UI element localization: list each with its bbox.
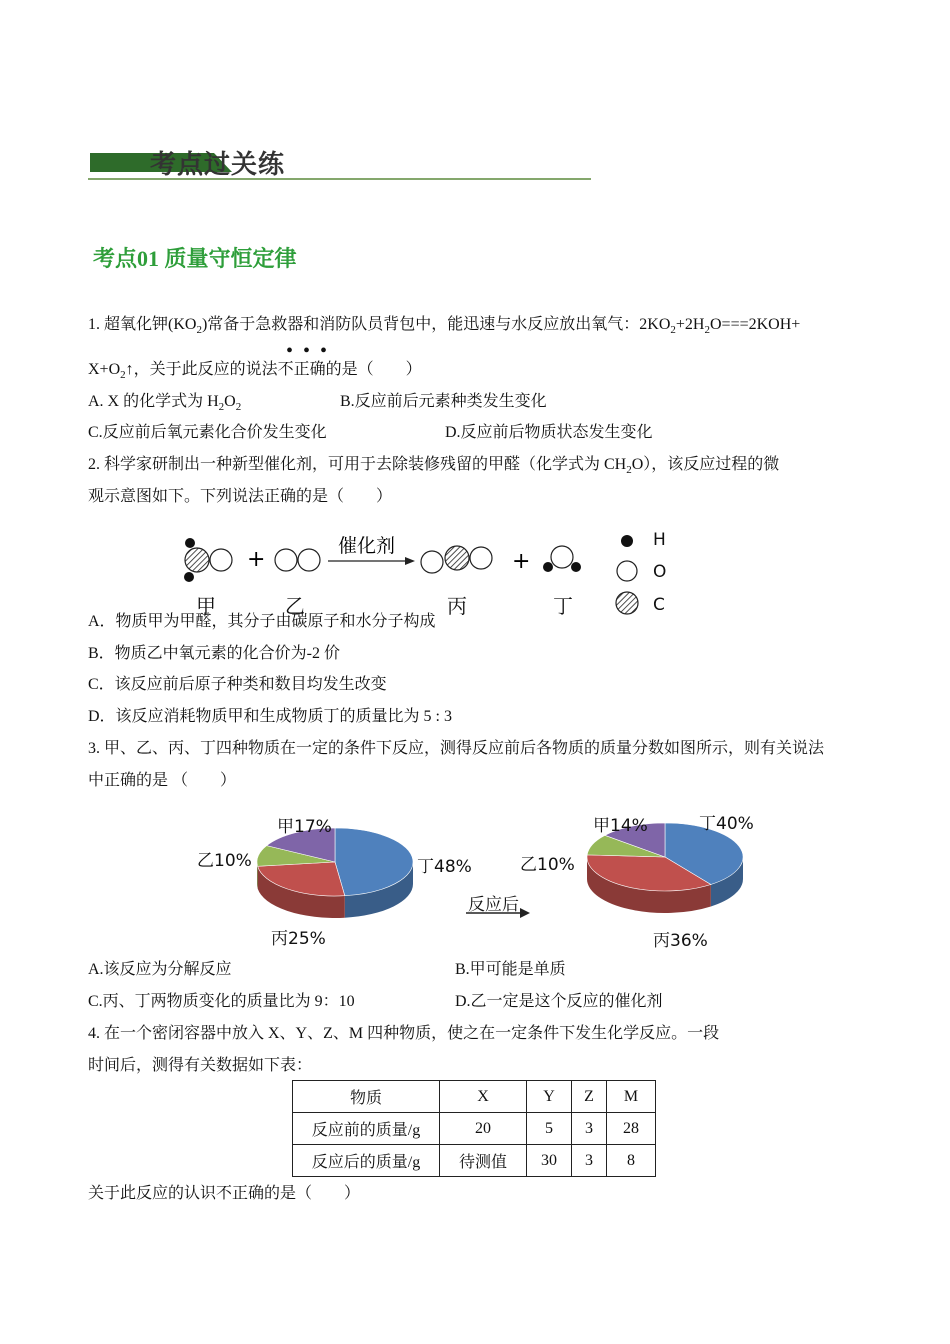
q4-stem-line1: 4. 在一个密闭容器中放入 X、Y、Z、M 四种物质，使之在一定条件下发生化学反应。一段	[88, 1025, 720, 1042]
table-row	[293, 1113, 656, 1145]
table-row	[293, 1145, 656, 1177]
table-cell: 待测值	[440, 1145, 527, 1177]
label-bing: 丙	[447, 594, 467, 618]
legend-o-label: O	[653, 562, 667, 582]
q1-option-c: C.反应前后氧元素化合价发生变化	[88, 424, 327, 441]
pie1-label-bing: 丙25%	[271, 929, 326, 949]
q3-stem-line2: 中正确的是 （ ）	[88, 772, 237, 789]
plus-sign-1: +	[247, 547, 266, 572]
q2-option-c: C．该反应前后原子种类和数目均发生改变	[88, 676, 387, 693]
table-cell: 5	[527, 1113, 572, 1145]
q4-stem-line2: 时间后，测得有关数据如下表：	[88, 1057, 313, 1074]
table-header-cell: Z	[572, 1081, 607, 1113]
molecule-jia	[184, 538, 232, 582]
table-cell: 30	[527, 1145, 572, 1177]
q4-data-table	[292, 1080, 656, 1177]
legend-c-label: C	[653, 595, 665, 615]
molecule-yi	[275, 549, 320, 571]
q3-option-d: D.乙一定是这个反应的催化剂	[455, 993, 663, 1010]
molecule-ding	[543, 546, 581, 572]
q3-stem-line1: 3. 甲、乙、丙、丁四种物质在一定的条件下反应，测得反应前后各物质的质量分数如图所示，则有关说法	[88, 740, 825, 757]
table-cell: 8	[607, 1145, 656, 1177]
q2-option-b: B．物质乙中氧元素的化合价为-2 价	[88, 645, 341, 662]
pie2-label-bing: 丙36%	[653, 931, 708, 951]
q2-stem-line1: 2. 科学家研制出一种新型催化剂，可用于去除装修残留的甲醛（化学式为 $CH_2O$），该反应过程的微	[88, 456, 780, 477]
pie1-label-jia: 甲17%	[277, 817, 332, 837]
plus-sign-2: +	[512, 549, 531, 574]
q1-option-b: B.反应前后元素种类发生变化	[340, 393, 547, 410]
q1-option-a: A. X 的化学式为 $H_2O_2$	[88, 393, 242, 414]
q3-option-a: A.该反应为分解反应	[88, 961, 232, 978]
label-ding: 丁	[553, 594, 573, 618]
pie1-label-ding: 丁48%	[417, 857, 472, 877]
banner-title: 考点过关练	[150, 150, 286, 179]
table-header-cell: 物质	[293, 1081, 440, 1113]
pie2-label-yi: 乙10%	[520, 855, 575, 875]
molecule-diagram	[170, 525, 690, 625]
table-header-row	[293, 1081, 656, 1113]
q2-option-d: D．该反应消耗物质甲和生成物质丁的质量比为 5 : 3	[88, 708, 453, 725]
q1-stem-line1: 1. 超氧化钾$(KO_2)$常备于急救器和消防队员背包中，能迅速与水反应放出氧气：$2KO_2+2H_2O===2KOH+$	[88, 316, 801, 337]
legend-h-label: H	[653, 530, 666, 550]
arrow-label-after: 反应后	[468, 895, 519, 915]
pie2-label-jia: 甲14%	[593, 816, 648, 836]
section-title: 考点01 质量守恒定律	[93, 246, 297, 271]
table-cell: 28	[607, 1113, 656, 1145]
molecule-bing	[421, 546, 492, 573]
table-header-cell: X	[440, 1081, 527, 1113]
pie-chart-before	[250, 820, 420, 930]
label-yi: 乙	[285, 594, 305, 618]
pie2-label-ding: 丁40%	[699, 814, 754, 834]
table-header-cell: Y	[527, 1081, 572, 1113]
legend-o-atom	[617, 561, 637, 581]
table-cell: 反应前的质量/g	[293, 1113, 440, 1145]
q2-stem-line2: 观示意图如下。下列说法正确的是（ ）	[88, 488, 393, 505]
emphasis-dots: •••	[286, 340, 338, 362]
pie1-label-yi: 乙10%	[197, 851, 252, 871]
table-cell: 20	[440, 1113, 527, 1145]
q1-option-d: D.反应前后物质状态发生变化	[445, 424, 653, 441]
table-header-cell: M	[607, 1081, 656, 1113]
after-arrow	[464, 906, 532, 920]
q2-option-a: A．物质甲为甲醛，其分子由碳原子和水分子构成	[88, 613, 436, 630]
q1-stem-line2: $X+O_2↑$，关于此反应的说法不正确的是（ ）	[88, 361, 422, 382]
table-cell: 3	[572, 1145, 607, 1177]
q3-option-b: B.甲可能是单质	[455, 961, 566, 978]
q3-option-c: C.丙、丁两物质变化的质量比为 9：10	[88, 993, 355, 1010]
legend-c-atom	[616, 592, 638, 614]
legend-h-atom	[621, 535, 633, 547]
q4-footer: 关于此反应的认识不正确的是（ ）	[88, 1185, 361, 1202]
table-cell: 反应后的质量/g	[293, 1145, 440, 1177]
catalyst-label: 催化剂	[338, 535, 396, 557]
table-cell: 3	[572, 1113, 607, 1145]
label-jia: 甲	[196, 594, 216, 618]
